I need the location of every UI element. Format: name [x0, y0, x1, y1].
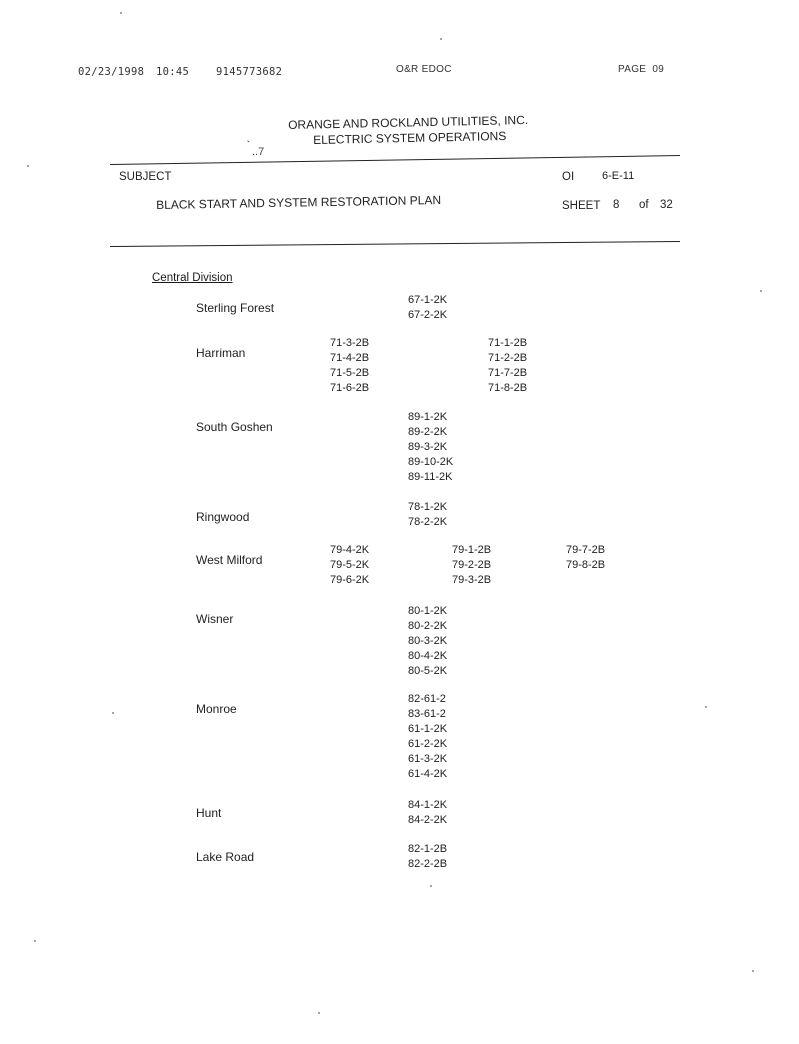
- scan-speck: [430, 885, 432, 887]
- feeder-code: 71-8-2B: [488, 382, 528, 394]
- feeder-code: 79-7-2B: [566, 544, 606, 556]
- feeder-code-column: [452, 543, 491, 588]
- station-name: Wisner: [196, 612, 234, 626]
- feeder-code: 82-61-2: [408, 693, 446, 705]
- feeder-code: 78-1-2K: [408, 501, 448, 513]
- feeder-code: 89-3-2K: [408, 441, 448, 453]
- station-name: Lake Road: [196, 850, 255, 864]
- feeder-code-column: [488, 336, 527, 396]
- scan-speck: [760, 290, 762, 292]
- feeder-code: 71-1-2B: [488, 337, 528, 349]
- feeder-code-column: [408, 692, 447, 782]
- feeder-code: 84-1-2K: [408, 799, 448, 811]
- scan-speck: [27, 165, 29, 167]
- scan-speck: [112, 712, 114, 714]
- feeder-code-column: [566, 543, 605, 573]
- feeder-code: 71-4-2B: [330, 352, 370, 364]
- feeder-code: 82-1-2B: [408, 843, 448, 855]
- sheet-number: 8: [613, 199, 620, 211]
- sheet-of: of: [639, 199, 649, 211]
- station-name: Ringwood: [196, 510, 250, 524]
- sheet-total: 32: [660, 199, 673, 211]
- feeder-code: 89-11-2K: [408, 471, 453, 483]
- feeder-code-column: [408, 293, 447, 323]
- top-rule: [110, 155, 680, 165]
- oi-number: 6-E-11: [602, 170, 635, 182]
- feeder-code: 78-2-2K: [408, 516, 448, 528]
- feeder-code: 84-2-2K: [408, 814, 448, 826]
- scan-speck: [318, 1012, 320, 1014]
- feeder-code: 80-3-2K: [408, 635, 448, 647]
- scribble-mark: ': [246, 139, 256, 148]
- feeder-code: 79-4-2K: [330, 544, 370, 556]
- station-name: Hunt: [196, 806, 222, 820]
- feeder-code-column: [408, 842, 447, 872]
- oi-label: OI: [562, 171, 575, 183]
- feeder-code: 71-6-2B: [330, 382, 370, 394]
- feeder-code-column: [408, 604, 447, 679]
- feeder-code: 79-3-2B: [452, 574, 492, 586]
- feeder-code: 61-2-2K: [408, 738, 448, 750]
- feeder-code: 79-1-2B: [452, 544, 492, 556]
- feeder-code-column: [408, 500, 447, 530]
- feeder-code-column: [408, 798, 447, 828]
- fax-sender: O&R EDOC: [396, 64, 452, 75]
- scan-speck: [752, 970, 754, 972]
- feeder-code: 83-61-2: [408, 708, 446, 720]
- station-name: Monroe: [196, 702, 237, 716]
- feeder-code: 61-1-2K: [408, 723, 448, 735]
- feeder-code: 61-3-2K: [408, 753, 448, 765]
- station-name: Sterling Forest: [196, 301, 275, 315]
- header-bottom-rule: [110, 241, 680, 247]
- feeder-code: 80-5-2K: [408, 665, 448, 677]
- scan-speck: [440, 38, 442, 40]
- feeder-code: 71-5-2B: [330, 367, 370, 379]
- department-name: ELECTRIC SYSTEM OPERATIONS: [313, 128, 507, 147]
- feeder-code: 61-4-2K: [408, 768, 448, 780]
- feeder-code: 79-6-2K: [330, 574, 370, 586]
- feeder-code: 89-2-2K: [408, 426, 448, 438]
- station-name: South Goshen: [196, 420, 273, 434]
- fax-time: 10:45: [156, 66, 190, 78]
- feeder-code: 79-5-2K: [330, 559, 370, 571]
- feeder-code: 82-2-2B: [408, 858, 448, 870]
- division-heading: Central Division: [152, 272, 233, 284]
- scan-speck: [34, 940, 36, 942]
- feeder-code: 79-8-2B: [566, 559, 606, 571]
- scan-speck: [120, 12, 122, 14]
- feeder-code: 79-2-2B: [452, 559, 492, 571]
- company-name: ORANGE AND ROCKLAND UTILITIES, INC.: [288, 112, 529, 132]
- station-name: West Milford: [196, 553, 263, 567]
- feeder-code: 71-7-2B: [488, 367, 528, 379]
- sheet-label: SHEET: [562, 200, 601, 212]
- feeder-code: 80-1-2K: [408, 605, 448, 617]
- feeder-code-column: [330, 543, 369, 588]
- subject-label: SUBJECT: [119, 171, 172, 183]
- scribble-mark: ..7: [252, 146, 265, 158]
- feeder-code-column: [408, 410, 453, 485]
- feeder-code: 67-1-2K: [408, 294, 448, 306]
- fax-phone: 9145773682: [216, 66, 283, 78]
- station-name: Harriman: [196, 346, 246, 360]
- feeder-code: 67-2-2K: [408, 309, 448, 321]
- feeder-code: 71-3-2B: [330, 337, 370, 349]
- feeder-code-column: [330, 336, 369, 396]
- fax-date: 02/23/1998: [78, 66, 145, 78]
- scan-speck: [705, 706, 707, 708]
- feeder-code: 80-4-2K: [408, 650, 448, 662]
- feeder-code: 89-1-2K: [408, 411, 448, 423]
- fax-page: PAGE 09: [618, 64, 665, 75]
- feeder-code: 80-2-2K: [408, 620, 448, 632]
- document-title: BLACK START AND SYSTEM RESTORATION PLAN: [156, 193, 442, 212]
- feeder-code: 71-2-2B: [488, 352, 528, 364]
- feeder-code: 89-10-2K: [408, 456, 454, 468]
